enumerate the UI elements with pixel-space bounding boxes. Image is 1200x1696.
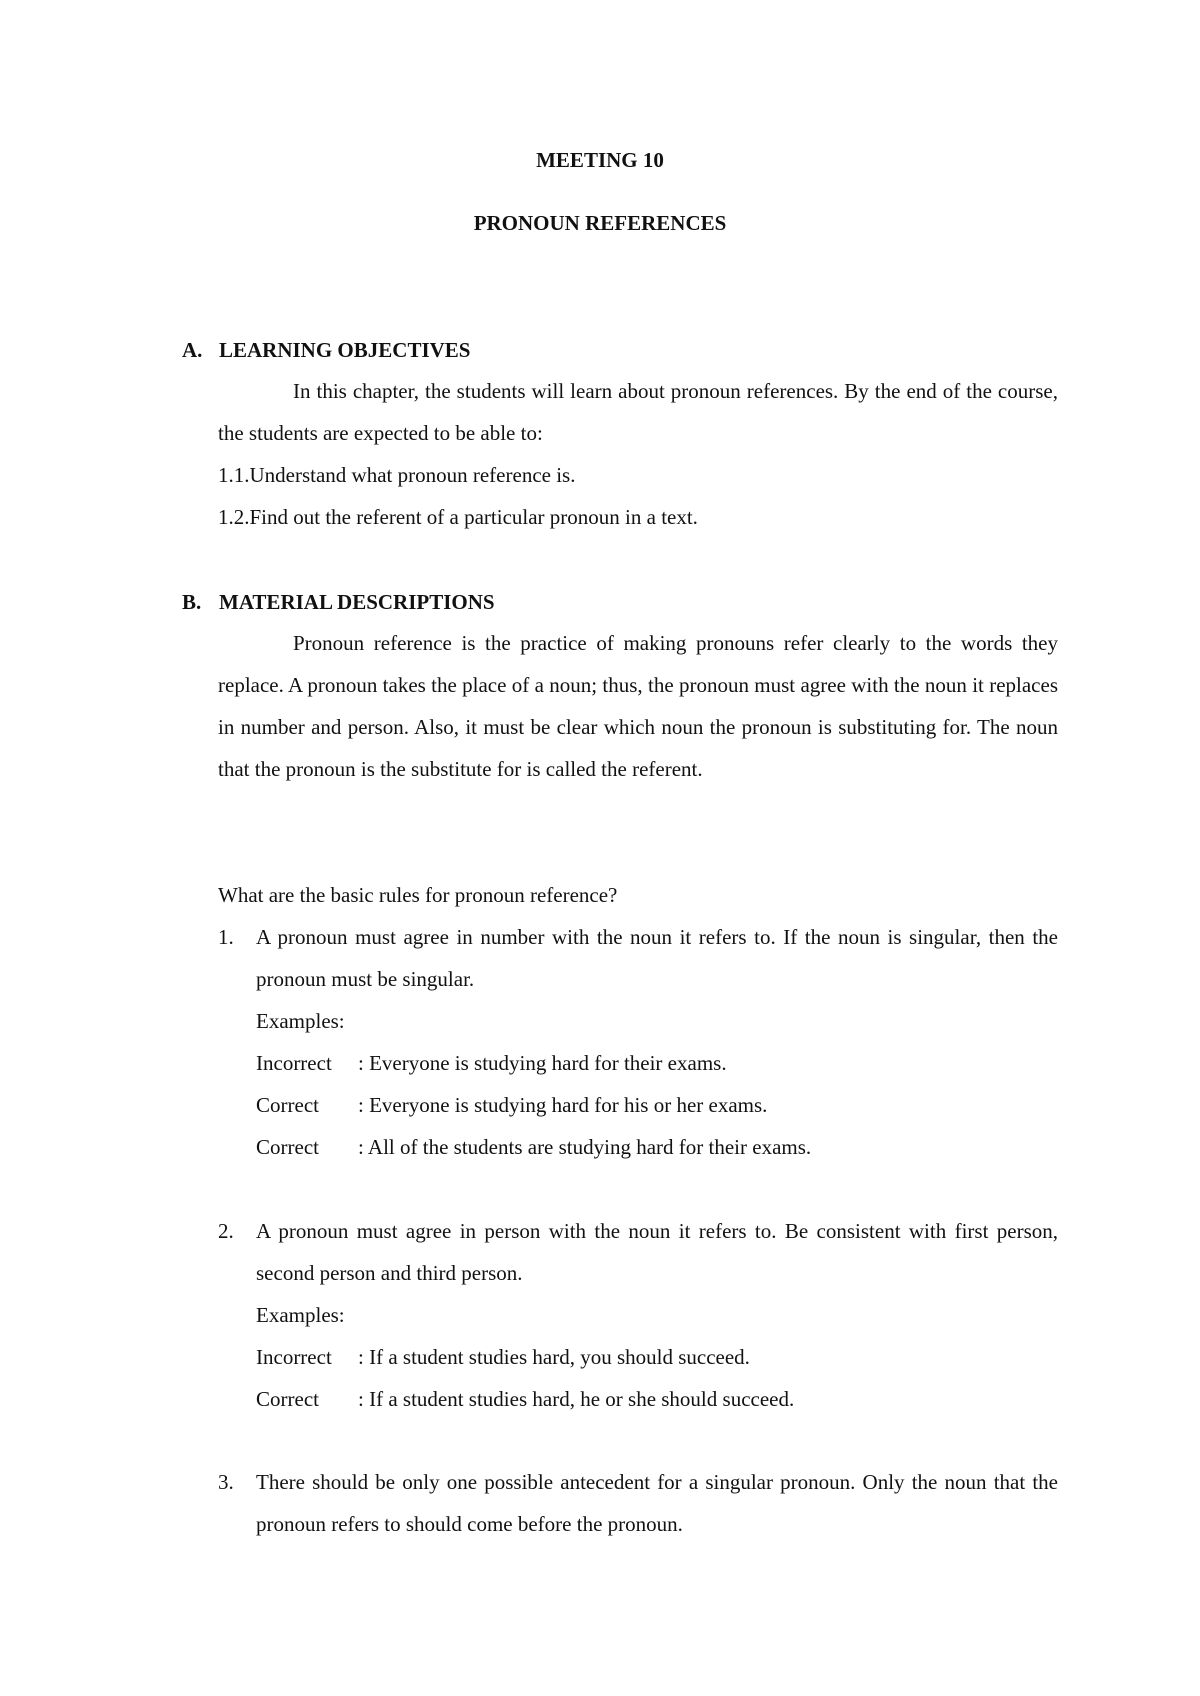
- examples-label: Examples:: [256, 1303, 345, 1327]
- rule-text: A pronoun must agree in number with the noun it refers to. If the noun is singular, then the pronoun must be singular.: [256, 925, 1058, 991]
- example-text: : Everyone is studying hard for his or her exams.: [358, 1093, 768, 1117]
- meeting-title: MEETING 10: [536, 148, 664, 172]
- example-label: Correct: [256, 1135, 319, 1159]
- example-label: Incorrect: [256, 1051, 332, 1075]
- section-b-paragraph: [218, 622, 1058, 790]
- example-text: : If a student studies hard, he or she should succeed.: [358, 1387, 795, 1411]
- rule-item: [218, 1210, 1058, 1294]
- example-row: [256, 1126, 811, 1168]
- examples-label: Examples:: [256, 1009, 345, 1033]
- section-a-heading: [182, 329, 470, 371]
- section-a-letter: A.: [182, 338, 203, 362]
- rules-question: What are the basic rules for pronoun reference?: [218, 883, 618, 907]
- section-a-intro: [218, 370, 1058, 454]
- section-b-letter: B.: [182, 590, 202, 614]
- rule-item: [218, 1461, 1058, 1545]
- example-row: [256, 1042, 727, 1084]
- example-text: : Everyone is studying hard for their exams.: [358, 1051, 727, 1075]
- section-a-title: LEARNING OBJECTIVES: [219, 338, 471, 362]
- rule-number: 2.: [218, 1219, 234, 1243]
- example-text: : If a student studies hard, you should succeed.: [358, 1345, 750, 1369]
- objective-item: 1.1.Understand what pronoun reference is.: [218, 463, 576, 487]
- rule-number: 3.: [218, 1470, 234, 1494]
- objective-item: 1.2.Find out the referent of a particular pronoun in a text.: [218, 505, 698, 529]
- example-row: [256, 1084, 767, 1126]
- example-text: : All of the students are studying hard for their exams.: [358, 1135, 812, 1159]
- example-row: [256, 1336, 750, 1378]
- section-b-heading: [182, 581, 495, 623]
- section-a-intro-text: In this chapter, the students will learn about pronoun references. By the end of the course, the students are expected to be able to:: [218, 379, 1058, 445]
- rule-text: A pronoun must agree in person with the noun it refers to. Be consistent with first person, second person and third person.: [256, 1219, 1058, 1285]
- section-b-paragraph-text: Pronoun reference is the practice of making pronouns refer clearly to the words they replace. A pronoun takes the place of a noun; thus, the pronoun must agree with the noun it replaces in number and person. Also, it must be clear which noun the pronoun is substituting for. The noun that the pronoun is the substitute for is called the referent.: [218, 631, 1058, 781]
- rule-number: 1.: [218, 925, 234, 949]
- rule-text: There should be only one possible antecedent for a singular pronoun. Only the noun that the pronoun refers to should come before the pronoun.: [256, 1470, 1058, 1536]
- section-b-title: MATERIAL DESCRIPTIONS: [219, 590, 495, 614]
- example-label: Correct: [256, 1093, 319, 1117]
- example-label: Incorrect: [256, 1345, 332, 1369]
- example-row: [256, 1378, 794, 1420]
- example-label: Correct: [256, 1387, 319, 1411]
- topic-title: PRONOUN REFERENCES: [473, 211, 727, 235]
- rule-item: [218, 916, 1058, 1000]
